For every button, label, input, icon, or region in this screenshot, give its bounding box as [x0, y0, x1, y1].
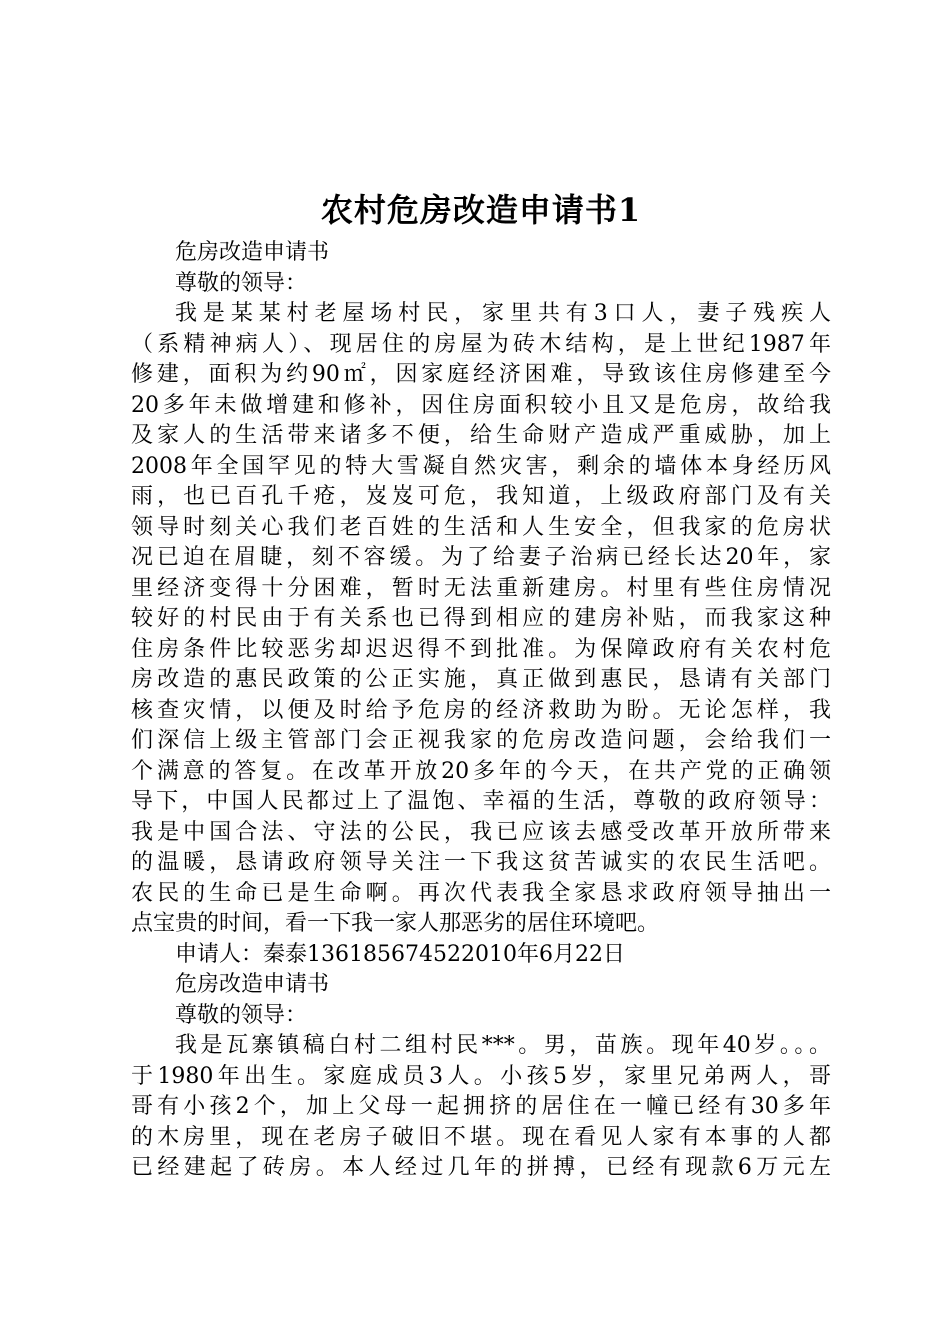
paragraph-line: 我是中国合法、守法的公民，我已应该去感受改革开放所带来 — [131, 819, 831, 845]
document-title: 农村危房改造申请书1 — [320, 191, 642, 229]
paragraph-line: （系精神病人）、现居住的房屋为砖木结构，是上世纪1987年 — [131, 331, 831, 357]
letter2-salutation: 尊敬的领导： — [175, 1002, 308, 1028]
letter1-signature: 申请人：秦泰136185674522010年6月22日 — [175, 941, 625, 967]
paragraph-line: 的木房里，现在老房子破旧不堪。现在看见人家有本事的人都 — [131, 1124, 831, 1150]
paragraph-line: 房改造的惠民政策的公正实施，真正做到惠民，恳请有关部门 — [131, 667, 831, 692]
paragraph-line: 里经济变得十分困难，暂时无法重新建房。村里有些住房情况 — [131, 575, 831, 601]
paragraph-line: 哥有小孩2个，加上父母一起拥挤的居住在一幢已经有30多年 — [131, 1094, 831, 1119]
paragraph-line: 们深信上级主管部门会正视我家的危房改造问题，会给我们一 — [131, 728, 831, 753]
paragraph-line: 20多年未做增建和修补，因住房面积较小且又是危房，故给我 — [131, 392, 831, 418]
paragraph-line: 已经建起了砖房。本人经过几年的拼搏，已经有现款6万元左 — [131, 1155, 831, 1180]
letter1-salutation: 尊敬的领导： — [175, 270, 308, 296]
document-page — [131, 0, 831, 1184]
paragraph-line: 及家人的生活带来诸多不便，给生命财产造成严重威胁，加上 — [131, 423, 831, 448]
paragraph-line: 个满意的答复。在改革开放20多年的今天，在共产党的正确领 — [131, 758, 831, 784]
paragraph-line: 领导时刻关心我们老百姓的生活和人生安全，但我家的危房状 — [131, 514, 831, 540]
paragraph-line: 导下，中国人民都过上了温饱、幸福的生活，尊敬的政府领导： — [131, 789, 831, 814]
letter2-body — [131, 1031, 831, 1184]
paragraph-line: 农民的生命已是生命啊。再次代表我全家恳求政府领导抽出一 — [131, 880, 831, 906]
paragraph-line: 雨，也已百孔千疮，岌岌可危，我知道，上级政府部门及有关 — [131, 484, 831, 509]
paragraph-line: 住房条件比较恶劣却迟迟得不到批准。为保障政府有关农村危 — [131, 636, 831, 662]
paragraph-line: 较好的村民由于有关系也已得到相应的建房补贴，而我家这种 — [131, 606, 831, 631]
letter1-body — [131, 299, 831, 940]
paragraph-line: 我是某某村老屋场村民，家里共有3口人，妻子残疾人 — [175, 301, 831, 326]
document-content — [131, 238, 831, 1184]
paragraph-line: 核查灾情，以便及时给予危房的经济救助为盼。无论怎样，我 — [131, 697, 831, 723]
paragraph-line: 修建，面积为约90㎡，因家庭经济困难，导致该住房修建至今 — [131, 362, 831, 387]
paragraph-line: 于1980年出生。家庭成员3人。小孩5岁，家里兄弟两人，哥 — [131, 1063, 831, 1089]
paragraph-line: 况已迫在眉睫，刻不容缓。为了给妻子治病已经长达20年，家 — [131, 545, 831, 570]
letter2-heading: 危房改造申请书 — [175, 972, 330, 997]
paragraph-line: 的温暖，恳请政府领导关注一下我这贫苦诚实的农民生活吧。 — [131, 850, 831, 875]
letter1-heading: 危房改造申请书 — [175, 240, 330, 265]
paragraph-line: 2008年全国罕见的特大雪凝自然灾害，剩余的墙体本身经历风 — [131, 453, 831, 479]
paragraph-line: 我是瓦寨镇稿白村二组村民***。男，苗族。现年40岁。。。 — [175, 1033, 831, 1058]
paragraph-line: 点宝贵的时间，看一下我一家人那恶劣的居住环境吧。 — [131, 911, 660, 936]
